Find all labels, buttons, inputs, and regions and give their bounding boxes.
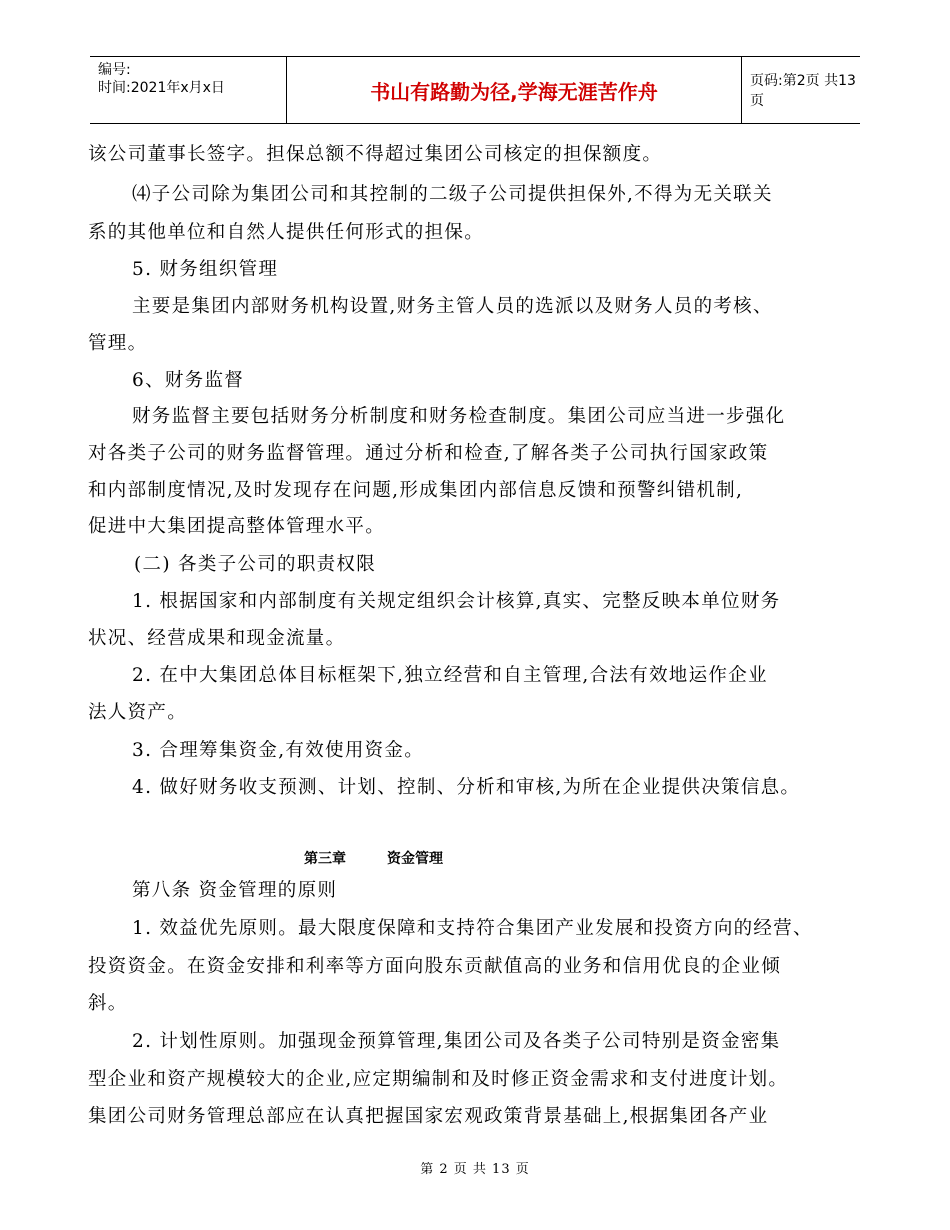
body-line: 投资资金。在资金安排和利率等方面向股东贡献值高的业务和信用优良的企业倾 [88,956,782,977]
body-line: 管理。 [88,333,148,354]
article-heading: 第八条 资金管理的原则 [132,880,338,901]
body-line: 集团公司财务管理总部应在认真把握国家宏观政策背景基础上,根据集团各产业 [88,1106,769,1127]
header-meta [90,57,286,123]
body-line: 促进中大集团提高整体管理水平。 [88,516,386,537]
section-heading: 6、财务监督 [132,370,245,391]
body-line: 斜。 [88,993,128,1014]
time-label: 时间:2021年x月x日 [98,80,225,96]
body-line: 2. 计划性原则。加强现金预算管理,集团公司及各类子公司特别是资金密集 [132,1031,781,1052]
number-label: 编号: [98,62,131,78]
body-line: 状况、经营成果和现金流量。 [88,628,346,649]
body-line: 主要是集团内部财务机构设置,财务主管人员的选派以及财务人员的考核、 [132,296,773,317]
body-line: 2. 在中大集团总体目标框架下,独立经营和自主管理,合法有效地运作企业 [132,665,768,686]
header-motto-cell [286,57,742,123]
body-line: 系的其他单位和自然人提供任何形式的担保。 [88,222,485,243]
body-line: 该公司董事长签字。担保总额不得超过集团公司核定的担保额度。 [88,144,663,165]
body-line: 4. 做好财务收支预测、计划、控制、分析和审核,为所在企业提供决策信息。 [132,777,801,798]
body-line: ⑷子公司除为集团公司和其控制的二级子公司提供担保外,不得为无关联关 [132,184,773,205]
body-line: 型企业和资产规模较大的企业,应定期编制和及时修正资金需求和支付进度计划。 [88,1069,789,1090]
header-page-info [740,57,860,123]
section-heading: 5. 财务组织管理 [132,259,279,280]
body-line: 对各类子公司的财务监督管理。通过分析和检查,了解各类子公司执行国家政策 [88,443,769,464]
body-line: 1. 效益优先原则。最大限度保障和支持符合集团产业发展和投资方向的经营、 [132,918,813,939]
chapter-title: 资金管理 [387,851,443,867]
page-header [90,56,860,124]
body-line: 法人资产。 [88,702,188,723]
motto: 书山有路勤为径,学海无涯苦作舟 [370,79,658,104]
page-footer: 第 2 页 共 13 页 [420,1162,530,1177]
chapter-number: 第三章 [304,851,346,867]
body-line: 3. 合理筹集资金,有效使用资金。 [132,740,425,761]
body-line: 1. 根据国家和内部制度有关规定组织会计核算,真实、完整反映本单位财务 [132,591,781,612]
body-line: 财务监督主要包括财务分析制度和财务检查制度。集团公司应当进一步强化 [132,406,786,427]
page-info: 页码:第2页 共13页 [750,73,856,109]
body-line: 和内部制度情况,及时发现存在问题,形成集团内部信息反馈和预警纠错机制, [88,480,744,501]
section-heading: (二) 各类子公司的职责权限 [134,554,377,575]
